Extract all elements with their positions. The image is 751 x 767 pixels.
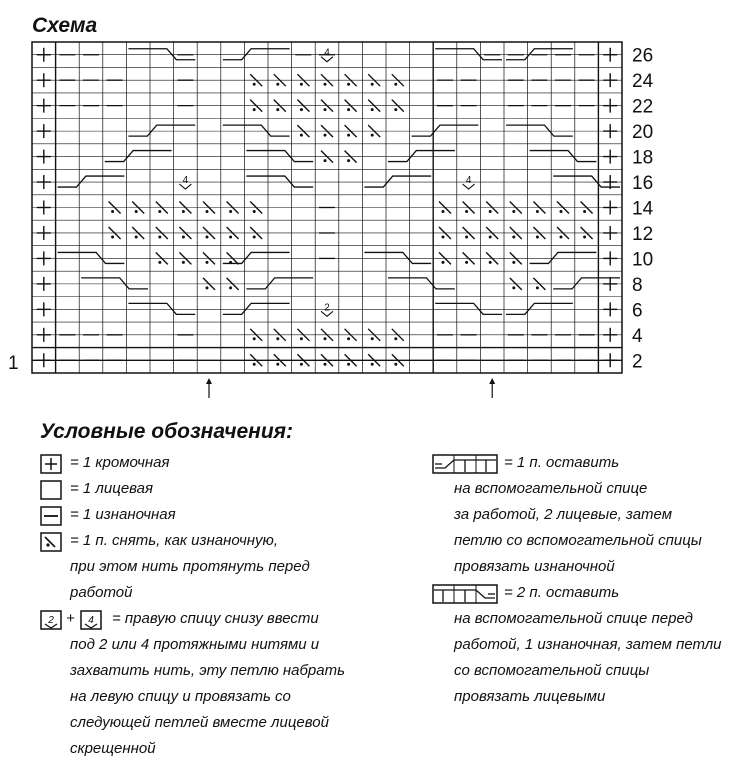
slip-stitch-dot xyxy=(512,261,515,264)
slip-stitch-dot xyxy=(135,210,138,213)
row-label: 16 xyxy=(632,173,654,195)
slip-stitch-dot xyxy=(300,337,303,340)
cable-left-mark xyxy=(223,303,290,314)
row-label: 12 xyxy=(632,223,654,245)
row-label: 6 xyxy=(632,300,643,322)
slip-stitch-dot xyxy=(560,210,563,213)
legend-wrap-text-1: = правую спицу снизу ввести xyxy=(112,610,319,627)
slip-stitch-dot xyxy=(135,235,138,238)
cable-right-icon xyxy=(432,584,498,604)
slip-stitch-dot xyxy=(536,210,539,213)
cable-right-mark xyxy=(246,151,313,162)
legend-cable-left-text-2: на вспомогательной спице xyxy=(454,480,648,497)
cable-left-mark xyxy=(105,151,172,162)
slip-stitch-dot xyxy=(324,83,327,86)
slip-stitch-dot xyxy=(229,286,232,289)
legend-knit-text: = 1 лицевая xyxy=(70,480,154,497)
wrap-marker-4: 4 xyxy=(324,47,330,59)
legend-cable-right-text-4: со вспомогательной спицы xyxy=(454,662,650,679)
cable-left-mark xyxy=(58,176,125,187)
slip-stitch-dot xyxy=(229,210,232,213)
legend-cable-left xyxy=(432,450,742,580)
cable-left-mark xyxy=(364,176,431,187)
cable-right-mark xyxy=(388,278,455,289)
cable-left-mark xyxy=(246,278,313,289)
row-label-first: 1 xyxy=(8,353,19,374)
cable-left-mark xyxy=(412,125,479,136)
repeat-arrow-head xyxy=(206,378,212,384)
wrap-4-label: 4 xyxy=(88,615,94,626)
slip-stitch-dot xyxy=(324,337,327,340)
row-label: 8 xyxy=(632,274,643,296)
edge-stitch-icon xyxy=(40,454,62,474)
slip-stitch-dot xyxy=(371,134,374,137)
slip-stitch-dot xyxy=(512,235,515,238)
slip-stitch-dot xyxy=(536,235,539,238)
slip-stitch-dot xyxy=(442,210,445,213)
knit-stitch-icon xyxy=(40,480,62,500)
slip-stitch-dot xyxy=(371,108,374,111)
slip-stitch-dot xyxy=(253,83,256,86)
slip-stitch-dot xyxy=(347,337,350,340)
legend-wrap-text-5: следующей петлей вместе лицевой xyxy=(70,714,329,731)
slip-stitch-dot xyxy=(442,261,445,264)
slip-stitch-dot xyxy=(324,159,327,162)
cable-right-mark xyxy=(223,125,290,136)
wrap-4-icon xyxy=(80,610,102,630)
cable-right-mark xyxy=(81,278,148,289)
cable-right-mark xyxy=(435,303,502,314)
legend-purl-text: = 1 изнаночная xyxy=(70,506,176,523)
slip-stitch-dot xyxy=(512,210,515,213)
slip-stitch-dot xyxy=(394,337,397,340)
cable-right-mark xyxy=(246,176,313,187)
slip-stitch-dot xyxy=(253,210,256,213)
slip-stitch-dot xyxy=(324,134,327,137)
cable-right-mark xyxy=(530,151,597,162)
legend-cable-left-text-5: провязать изнаночной xyxy=(454,558,615,575)
slip-stitch-dot xyxy=(583,210,586,213)
legend-cable-right-text-1: = 2 п. оставить xyxy=(504,584,620,601)
slip-stitch-dot xyxy=(111,235,114,238)
slip-stitch-dot xyxy=(253,337,256,340)
row-label: 18 xyxy=(632,147,654,169)
slip-stitch-dot xyxy=(300,134,303,137)
legend-edge-text: = 1 кромочная xyxy=(70,454,170,471)
slip-stitch-dot xyxy=(394,108,397,111)
slip-stitch-dot xyxy=(300,83,303,86)
slip-stitch-dot xyxy=(253,363,256,366)
legend-wrap-text-4: на левую спицу и провязать со xyxy=(70,688,291,705)
row-label: 14 xyxy=(632,198,654,220)
row-label: 4 xyxy=(632,325,643,347)
slip-stitch-dot xyxy=(276,363,279,366)
slip-stitch-dot xyxy=(442,235,445,238)
slip-stitch-dot xyxy=(300,108,303,111)
legend-slip-text-1: = 1 п. снять, как изнаночную, xyxy=(70,532,278,549)
slip-stitch-icon xyxy=(40,532,62,552)
wrap-marker-4: 4 xyxy=(465,175,472,187)
purl-stitch-icon xyxy=(40,506,62,526)
slip-stitch-dot xyxy=(300,363,303,366)
slip-stitch-dot xyxy=(489,261,492,264)
cable-left-mark xyxy=(530,252,597,263)
legend-cable-left-text-4: петлю со вспомогательной спицы xyxy=(454,532,702,549)
slip-stitch-dot xyxy=(182,261,185,264)
legend-wrap-text-2: под 2 или 4 протяжными нитями и xyxy=(70,636,320,653)
slip-stitch-dot xyxy=(158,210,161,213)
slip-stitch-dot xyxy=(276,337,279,340)
legend-wrap-stitch xyxy=(40,606,360,766)
legend-cable-right-text-2: на вспомогательной спице перед xyxy=(454,610,693,627)
slip-stitch-dot xyxy=(394,363,397,366)
slip-stitch-dot xyxy=(347,83,350,86)
slip-stitch-dot xyxy=(512,286,515,289)
slip-stitch-dot xyxy=(158,261,161,264)
slip-stitch-dot xyxy=(347,159,350,162)
wrap-marker-2: 2 xyxy=(324,302,330,314)
wrap-marker-4: 4 xyxy=(182,175,189,187)
legend-cable-left-text-3: за работой, 2 лицевые, затем xyxy=(454,506,672,523)
slip-stitch-dot xyxy=(182,210,185,213)
slip-stitch-dot xyxy=(583,235,586,238)
slip-stitch-dot xyxy=(158,235,161,238)
slip-stitch-dot xyxy=(206,235,209,238)
slip-stitch-dot xyxy=(394,83,397,86)
slip-stitch-dot xyxy=(465,261,468,264)
slip-stitch-dot xyxy=(347,134,350,137)
wrap-2-label: 2 xyxy=(48,615,54,626)
repeat-arrow-head xyxy=(489,378,495,384)
cable-left-mark xyxy=(128,125,195,136)
slip-stitch-dot xyxy=(324,108,327,111)
legend-cable-right-text-3: работой, 1 изнаночная, затем петли xyxy=(454,636,722,653)
legend-cable-right-text-5: провязать лицевыми xyxy=(454,688,606,705)
row-label: 22 xyxy=(632,96,654,118)
slip-stitch-dot xyxy=(229,235,232,238)
row-label: 26 xyxy=(632,45,654,67)
cable-left-mark xyxy=(223,49,290,60)
slip-stitch-dot xyxy=(371,337,374,340)
row-label: 20 xyxy=(632,122,654,144)
legend-wrap-text-6: скрещенной xyxy=(70,740,156,757)
slip-stitch-dot xyxy=(465,235,468,238)
slip-stitch-dot xyxy=(371,363,374,366)
cable-left-mark xyxy=(506,303,573,314)
row-label: 10 xyxy=(632,249,654,271)
cable-right-mark xyxy=(506,125,573,136)
cable-right-mark xyxy=(128,303,195,314)
wrap-2-icon xyxy=(40,610,62,630)
slip-stitch-dot xyxy=(206,286,209,289)
cable-left-icon xyxy=(432,454,498,474)
slip-stitch-dot xyxy=(347,108,350,111)
cable-left-mark xyxy=(388,151,455,162)
slip-stitch-dot xyxy=(276,108,279,111)
legend-heading: Условные обозначения: xyxy=(40,420,294,443)
legend-slip-stitch xyxy=(40,528,340,608)
slip-stitch-dot xyxy=(111,210,114,213)
slip-stitch-dot xyxy=(560,235,563,238)
chart-title: Схема xyxy=(32,14,98,37)
slip-stitch-dot xyxy=(489,235,492,238)
legend-wrap-text-3: захватить нить, эту петлю набрать xyxy=(70,662,346,679)
slip-stitch-dot xyxy=(536,286,539,289)
row-label: 2 xyxy=(632,351,643,373)
slip-stitch-dot xyxy=(489,210,492,213)
legend-cable-left-text-1: = 1 п. оставить xyxy=(504,454,620,471)
slip-stitch-dot xyxy=(253,108,256,111)
slip-stitch-dot xyxy=(206,210,209,213)
legend-slip-text-2: при этом нить протянуть перед xyxy=(70,558,310,575)
slip-stitch-dot xyxy=(276,83,279,86)
slip-stitch-dot xyxy=(465,210,468,213)
row-label: 24 xyxy=(632,71,654,93)
legend-cable-right xyxy=(432,580,747,710)
slip-stitch-dot xyxy=(347,363,350,366)
legend-plus-sign: + xyxy=(66,610,75,627)
cable-right-mark xyxy=(364,252,431,263)
slip-stitch-dot xyxy=(182,235,185,238)
legend-slip-text-3: работой xyxy=(70,584,133,601)
slip-stitch-dot xyxy=(371,83,374,86)
cable-right-mark xyxy=(58,252,125,263)
slip-stitch-dot xyxy=(324,363,327,366)
slip-stitch-dot xyxy=(206,261,209,264)
slip-stitch-dot xyxy=(253,235,256,238)
